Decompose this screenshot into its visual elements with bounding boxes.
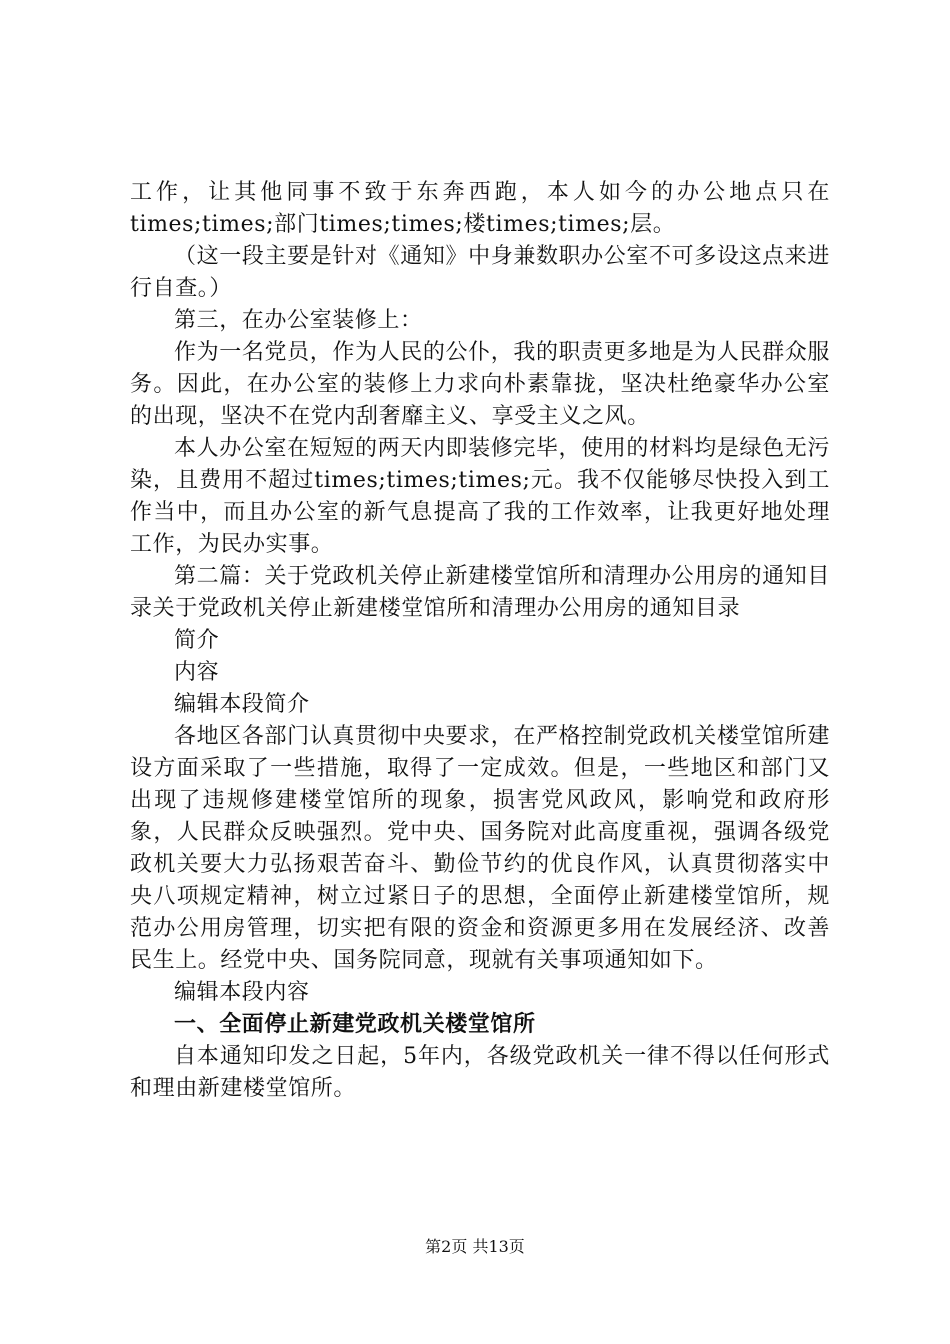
paragraph: 自本通知印发之日起，5年内，各级党政机关一律不得以任何形式和理由新建楼堂馆所。 (130, 1044, 830, 1101)
document-body (130, 177, 830, 1105)
page-footer (0, 1237, 950, 1257)
paragraph: 内容 (174, 660, 220, 685)
paragraph: 第二篇：关于党政机关停止新建楼堂馆所和清理办公用房的通知目录关于党政机关停止新建楼堂馆所和清理办公用房的通知目录 (130, 564, 830, 621)
paragraph: 第三，在办公室装修上： (174, 308, 423, 333)
paragraph: 各地区各部门认真贯彻中央要求，在严格控制党政机关楼堂馆所建设方面采取了一些措施，取得了一定成效。但是，一些地区和部门又出现了违规修建楼堂馆所的现象，损害党风政风，影响党和政府形象，人民群众反映强烈。党中央、国务院对此高度重视，强调各级党政机关要大力弘扬艰苦奋斗、勤俭节约的优良作风，认真贯彻落实中央八项规定精神，树立过紧日子的思想，全面停止新建楼堂馆所，规范办公用房管理，切实把有限的资金和资源更多用在发展经济、改善民生上。经党中央、国务院同意，现就有关事项通知如下。 (130, 724, 830, 973)
paragraph: 工作，让其他同事不致于东奔西跑，本人如今的办公地点只在times;times;部门times;times;楼times;times;层。 (130, 180, 830, 237)
page-number-label: 第2页 共13页 (425, 1237, 525, 1256)
paragraph: 编辑本段内容 (174, 980, 310, 1005)
paragraph: 作为一名党员，作为人民的公仆，我的职责更多地是为人民群众服务。因此，在办公室的装修上力求向朴素靠拢，坚决杜绝豪华办公室的出现，坚决不在党内刮奢靡主义、享受主义之风。 (130, 340, 830, 429)
paragraph: 简介 (174, 628, 220, 653)
paragraph: 编辑本段简介 (174, 692, 310, 717)
section-heading: 一、全面停止新建党政机关楼堂馆所 (174, 1012, 536, 1037)
paragraph: （这一段主要是针对《通知》中身兼数职办公室不可多设这点来进行自查。） (130, 244, 830, 301)
paragraph: 本人办公室在短短的两天内即装修完毕，使用的材料均是绿色无污染，且费用不超过times;times;times;元。我不仅能够尽快投入到工作当中，而且办公室的新气息提高了我的工作效率，让我更好地处理工作，为民办实事。 (130, 436, 830, 557)
